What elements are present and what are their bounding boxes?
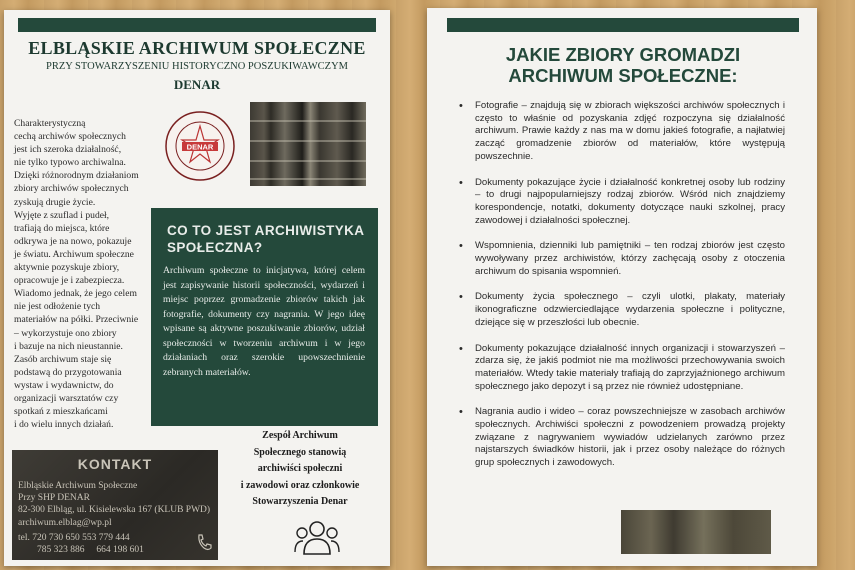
top-bar — [447, 18, 799, 32]
phone-icon — [196, 534, 212, 552]
people-group-icon — [294, 518, 340, 558]
team-text — [216, 428, 384, 511]
intro-text — [14, 117, 146, 431]
contact-line: 82-300 Elbląg, ul. Kisielewska 167 (KLUB PWD) — [18, 505, 211, 515]
intro-line: cechą archiwów społecznych — [14, 131, 126, 143]
intro-line: je światu. Archiwum społeczne — [14, 248, 134, 260]
list-item: • Dokumenty pokazujące życie i działalność konkretnej osoby lub rodziny – to drugi najpopularniejszy rodzaj zbiorów. Wśród nich znajdziemy korespondencje, notatki, dokumenty dotyczące nauki szkolnej, pracy zawodowej i działalności społecznej. — [455, 177, 785, 228]
left-poster — [4, 10, 390, 566]
intro-line: Charakterystyczną — [14, 118, 86, 129]
team-line: Stowarzyszenia Denar — [252, 496, 348, 507]
intro-line: i bazuje na nich nieustannie. — [14, 340, 123, 352]
team-line: i zawodowi oraz członkowie — [240, 479, 360, 491]
intro-line: wystaw i wydawnictw, do — [14, 379, 114, 391]
intro-line: materiałów na półki. Przeciwnie — [14, 314, 139, 326]
poster-title: ELBLĄSKIE ARCHIWUM SPOŁECZNE — [28, 38, 366, 58]
intro-line: trafiają do miejsca, które — [14, 222, 110, 234]
title-line: JAKIE ZBIORY GROMADZI — [505, 44, 741, 65]
contact-line: Elbląskie Archiwum Społeczne — [18, 481, 138, 491]
denar-logo-icon — [164, 110, 236, 182]
intro-line: zyskują drugie życie. — [14, 196, 96, 208]
intro-line: Wiadomo jednak, że jego celem — [14, 288, 137, 300]
team-line: archiwiści społeczni — [257, 463, 343, 474]
collections-title — [447, 44, 799, 86]
intro-line: aktywnie pozyskuje zbiory, — [14, 262, 120, 274]
collections-list — [455, 100, 785, 470]
title-line: ARCHIWUM SPOŁECZNE: — [508, 65, 738, 86]
poster-subtitle: PRZY STOWARZYSZENIU HISTORYCZNO POSZUKIWAWCZYM — [45, 61, 349, 72]
intro-line: podstawą do przygotowania — [14, 366, 122, 378]
intro-line: Zasób archiwum staje się — [14, 353, 112, 365]
contact-email: archiwum.elblag@wp.pl — [18, 518, 112, 528]
intro-line: i do wielu innych działań. — [14, 419, 114, 431]
team-line: Zespół Archiwum — [262, 430, 338, 441]
contact-heading: KONTAKT — [77, 456, 153, 472]
contact-phones: tel. 720 730 650 553 779 444 — [18, 533, 130, 543]
list-item: • Wspomnienia, dzienniki lub pamiętniki – ten rodzaj zbiorów jest często wywoływany przez archiwistów, którzy zachęcają osoby z otoczenia archiwum do spisania wspomnień. — [455, 240, 785, 278]
team-line: Społecznego stanowią — [253, 446, 347, 458]
intro-line: spotkań z mieszkańcami — [14, 406, 108, 418]
intro-line: nie jest odłożenie tych — [14, 301, 101, 313]
contact-box — [12, 450, 218, 560]
list-item: • Fotografie – znajdują się w zbiorach większości archiwów społecznych i często to właśnie od pozyskania zdjęć rozpoczyna się działalność archiwum. Prawie każdy z nas ma w domu jakieś fotografie, a najłatwiej zacząć gromadzenie zbiorów od materiałów, które występują powszechnie. — [455, 100, 785, 164]
org-name: DENAR — [173, 77, 221, 92]
intro-line: Wyjęte z szuflad i pudeł, — [14, 209, 110, 221]
intro-line: opracowuje je i zabezpiecza. — [14, 275, 125, 287]
whatis-box — [151, 208, 378, 426]
top-bar — [18, 18, 376, 32]
intro-line: nie tylko typowo archiwalna. — [14, 157, 126, 169]
archive-shelves-photo — [250, 102, 366, 186]
list-item: • Dokumenty życia społecznego – czyli ulotki, plakaty, materiały ikonograficzne odzwierciedlające wydarzenia społeczne i polityczne, dziejące się w przeszłości lub obecnie. — [455, 291, 785, 329]
list-item: • Nagrania audio i wideo – coraz powszechniejsze w zasobach archiwów społecznych. Archiwiści społeczni z powodzeniem prowadzą projekty związane z nagrywaniem wywiadów udzielanych zarówno przez najstarszych świadków historii, jak i przez osoby należące do różnych grup społecznych i zawodowych. — [455, 406, 785, 470]
contact-phones: 785 323 886 664 198 601 — [18, 545, 144, 555]
whatis-text: Archiwum społeczne to inicjatywa, której celem jest zapisywanie historii społeczności, wydarzeń i miejsc poprzez gromadzenie zbiorów takich jak fotografie, dokumenty czy nagrania. W jego ideę wpisane są aktywne poszukiwanie zbiorów, udział społeczności w tworzeniu archiwum i w jego działaniach oraz szerokie upowszechnienie zebranych materiałów. — [163, 265, 365, 378]
intro-line: zbiory archiwów społecznych — [14, 183, 129, 195]
intro-line: organizacji warsztatów czy — [14, 392, 119, 404]
intro-line: – wykorzystuje ono zbiory — [14, 327, 117, 339]
intro-line: jest ich szeroka działalność, — [14, 144, 122, 156]
list-item: • Dokumenty pokazujące działalność innych organizacji i stowarzyszeń – zdarza się, że jakiś podmiot nie ma możliwości przechowywania swoich materiałów. Wtedy takie materiały trafiają do zaprzyjaźnionego archiwum społecznego jako depozyt i są przez nie również udostępniane. — [455, 343, 785, 394]
intro-line: Dzięki różnorodnym działaniom — [14, 170, 139, 182]
right-poster — [427, 8, 817, 566]
old-document-photo — [621, 510, 771, 554]
intro-line: odkrywa je na nowo, pokazuje — [14, 235, 132, 247]
contact-line: Przy SHP DENAR — [18, 493, 90, 503]
whatis-heading: CO TO JEST ARCHIWISTYKA SPOŁECZNA? — [167, 223, 364, 255]
logo-text: DENAR — [186, 142, 214, 152]
